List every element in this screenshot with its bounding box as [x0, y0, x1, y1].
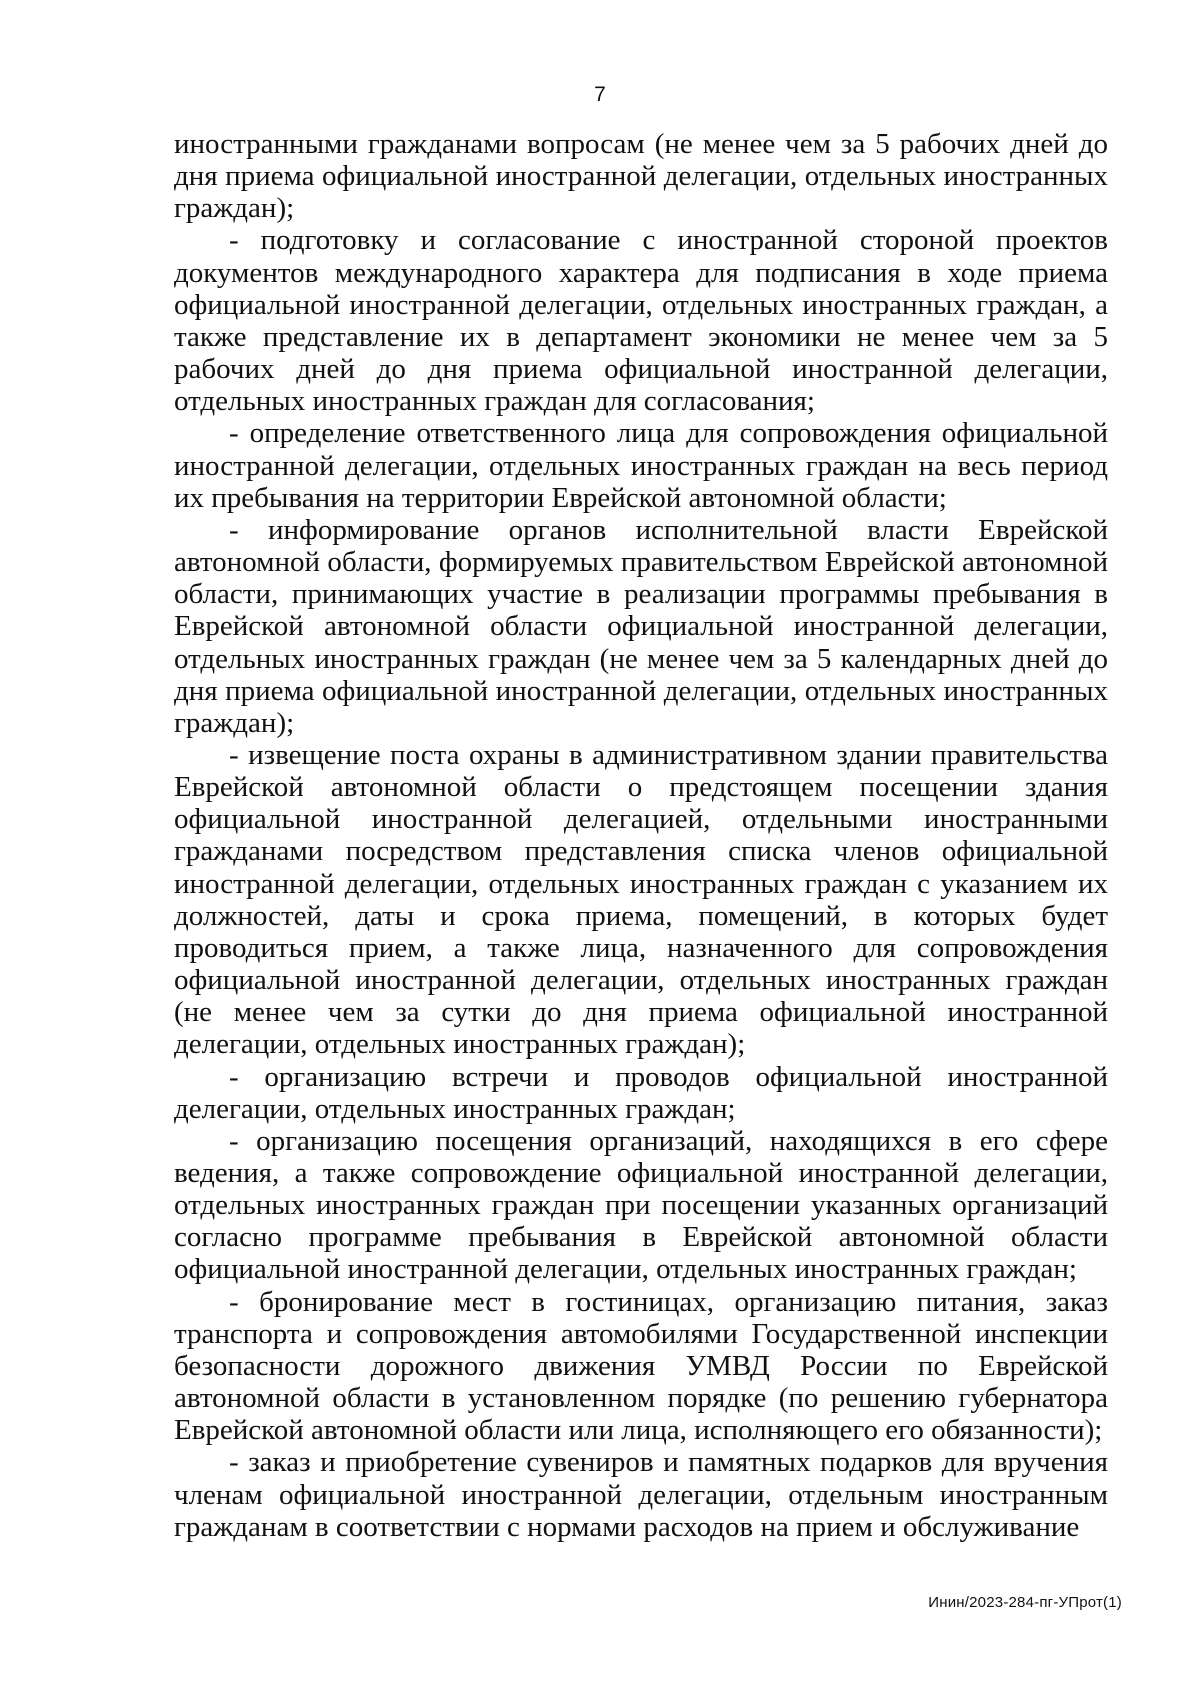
- list-item-visiting-organizations: - организацию посещения организаций, находящихся в его сфере ведения, а также сопровождение официальной иностранной делегации, отдельных иностранных граждан при посещении указанных организаций согласно программе пребывания в Еврейской автономной области официальной иностранной делегации, отдельных иностранных граждан;: [174, 1124, 1108, 1286]
- list-item-responsible-person: - определение ответственного лица для сопровождения официальной иностранной делегации, отдельных иностранных граждан на весь период их пребывания на территории Еврейской автономной области;: [174, 417, 1108, 514]
- list-item-draft-documents: - подготовку и согласование с иностранной стороной проектов документов международного характера для подписания в ходе приема официальной иностранной делегации, отдельных иностранных граждан, а также представление их в департамент экономики не менее чем за 5 рабочих дней до дня приема официальной иностранной делегации, отдельных иностранных граждан для согласования;: [174, 224, 1108, 418]
- list-item-booking-transport: - бронирование мест в гостиницах, организацию питания, заказ транспорта и сопровождения автомобилями Государственной инспекции безопасности дорожного движения УМВД России по Еврейской автономной области в установленном порядке (по решению губернатора Еврейской автономной области или лица, исполняющего его обязанности);: [174, 1285, 1108, 1447]
- document-registration-code: Инин/2023-284-пг-УПрот(1): [928, 1594, 1122, 1611]
- list-item-souvenirs: - заказ и приобретение сувениров и памятных подарков для вручения членам официальной иностранной делегации, отдельным иностранным гражданам в соответствии с нормами расходов на прием и обслуживание: [174, 1446, 1108, 1543]
- paragraph-continuation: иностранными гражданами вопросам (не менее чем за 5 рабочих дней до дня приема официальной иностранной делегации, отдельных иностранных граждан);: [174, 128, 1108, 225]
- list-item-informing-authorities: - информирование органов исполнительной власти Еврейской автономной области, формируемых правительством Еврейской автономной области, принимающих участие в реализации программы пребывания в Еврейской автономной области официальной иностранной делегации, отдельных иностранных граждан (не менее чем за 5 календарных дней до дня приема официальной иностранной делегации, отдельных иностранных граждан);: [174, 513, 1108, 739]
- document-body: [174, 128, 1108, 1543]
- list-item-security-notice: - извещение поста охраны в административном здании правительства Еврейской автономной области о предстоящем посещении здания официальной иностранной делегацией, отдельными иностранными гражданами посредством представления списка членов официальной иностранной делегации, отдельных иностранных граждан с указанием их должностей, даты и срока приема, помещений, в которых будет проводиться прием, а также лица, назначенного для сопровождения официальной иностранной делегации, отдельных иностранных граждан (не менее чем за сутки до дня приема официальной иностранной делегации, отдельных иностранных граждан);: [174, 738, 1108, 1061]
- list-item-meeting-farewell: - организацию встречи и проводов официальной иностранной делегации, отдельных иностранных граждан;: [174, 1060, 1108, 1125]
- page-number: 7: [594, 83, 606, 106]
